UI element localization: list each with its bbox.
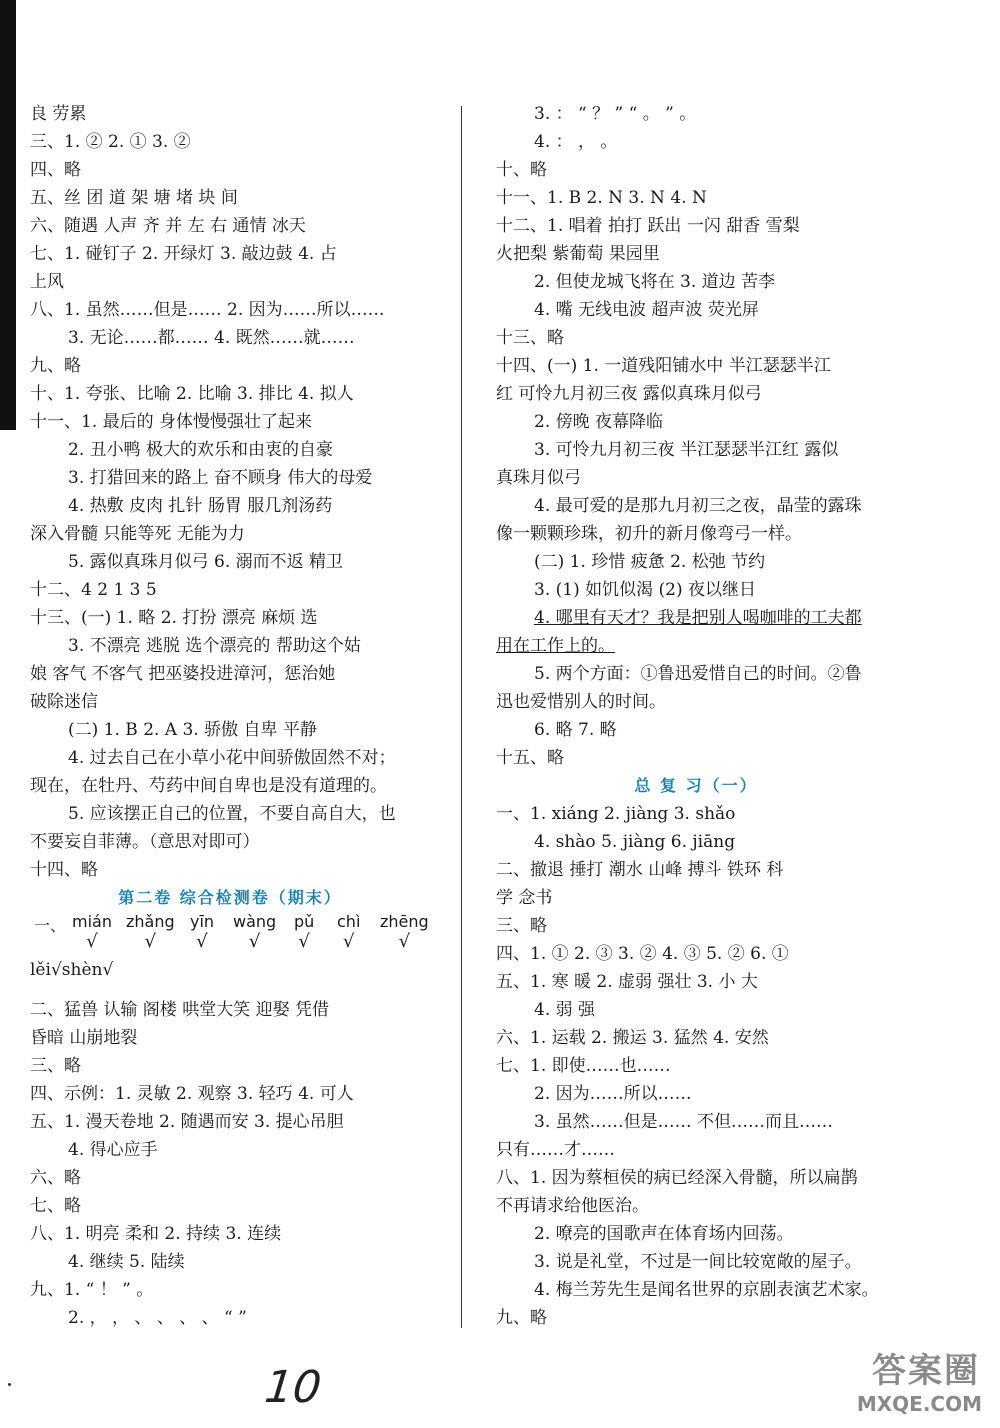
answer-line: 4. ： ， 。 bbox=[534, 132, 618, 152]
pinyin-word bbox=[126, 912, 175, 952]
answer-line: 2. 但使龙城飞将在 3. 道边 苦李 bbox=[534, 272, 776, 292]
answer-line: 十三、(一) 1. 略 2. 打扮 漂亮 麻烦 选 bbox=[30, 608, 318, 628]
check-mark: √ bbox=[342, 931, 355, 952]
answer-line: 十四、(一) 1. 一道残阳铺水中 半江瑟瑟半江 bbox=[496, 356, 831, 376]
answer-line: 十五、略 bbox=[496, 748, 564, 768]
answer-line: 昏暗 山崩地裂 bbox=[30, 1028, 138, 1048]
answer-line: 十三、略 bbox=[496, 328, 564, 348]
pinyin-word bbox=[380, 912, 429, 952]
answer-line: 只有……才…… bbox=[496, 1140, 615, 1160]
answer-line: 八、1. 因为蔡桓侯的病已经深入骨髓，所以扁鹊 bbox=[496, 1168, 858, 1188]
answer-line: (二) 1. B 2. A 3. 骄傲 自卑 平静 bbox=[68, 720, 317, 740]
answer-line: 七、1. 碰钉子 2. 开绿灯 3. 敲边鼓 4. 占 bbox=[30, 244, 337, 264]
check-mark: √ bbox=[144, 931, 157, 952]
answer-line: 4. 热敷 皮肉 扎针 肠胃 服几剂汤药 bbox=[68, 496, 333, 516]
pinyin-text: mián bbox=[72, 912, 112, 931]
answer-line: 三、1. ② 2. ① 3. ② bbox=[30, 132, 191, 152]
answer-line: (二) 1. 珍惜 疲惫 2. 松弛 节约 bbox=[534, 552, 766, 572]
answer-line: 十二、4 2 1 3 5 bbox=[30, 580, 157, 600]
answer-line: 3. 无论……都…… 4. 既然……就…… bbox=[68, 328, 355, 348]
check-mark: √ bbox=[248, 931, 261, 952]
answer-line: 用在工作上的。 bbox=[496, 636, 615, 656]
answer-line: 娘 客气 不客气 把巫婆投进漳河，惩治她 bbox=[30, 664, 336, 684]
column-divider bbox=[461, 106, 462, 1328]
answer-line: 不再请求给他医治。 bbox=[496, 1196, 649, 1216]
answer-line: 2. ， ， 、 、 、 、 “ ” bbox=[68, 1308, 247, 1328]
pinyin-text: wàng bbox=[233, 912, 277, 931]
watermark bbox=[844, 1352, 994, 1422]
answer-line: 4. 弱 强 bbox=[534, 1000, 596, 1020]
pinyin-text: pǔ bbox=[294, 912, 315, 931]
answer-line: 火把梨 紫葡萄 果园里 bbox=[496, 244, 660, 264]
answer-line: 4. 过去自己在小草小花中间骄傲固然不对； bbox=[68, 748, 396, 768]
section-title-final-exam: 第二卷 综合检测卷（期末） bbox=[118, 888, 342, 907]
pinyin-word bbox=[233, 912, 276, 952]
check-mark: √ bbox=[102, 960, 114, 980]
answer-line: 2. 嘹亮的国歌声在体育场内回荡。 bbox=[534, 1224, 794, 1244]
check-mark: √ bbox=[86, 931, 98, 952]
pinyin-text: chì bbox=[337, 912, 361, 931]
answer-line: 十一、1. 最后的 身体慢慢强壮了起来 bbox=[30, 412, 313, 432]
pinyin-row-2 bbox=[30, 956, 430, 996]
answer-line: 二、猛兽 认输 阁楼 哄堂大笑 迎娶 凭借 bbox=[30, 1000, 330, 1020]
answer-line: 4. 梅兰芳先生是闻名世界的京剧表演艺术家。 bbox=[534, 1280, 879, 1300]
answer-line: 八、1. 明亮 柔和 2. 持续 3. 连续 bbox=[30, 1224, 282, 1244]
pinyin-text: shèn bbox=[61, 960, 103, 980]
right-answers-part1 bbox=[496, 100, 896, 772]
answer-line: 学 念书 bbox=[496, 888, 553, 908]
scan-dot bbox=[8, 1383, 11, 1386]
answer-line: 四、示例：1. 灵敏 2. 观察 3. 轻巧 4. 可人 bbox=[30, 1084, 354, 1104]
answer-line: 4. 最可爱的是那九月初三之夜，晶莹的露珠 bbox=[534, 496, 862, 516]
handwritten-page-number: 10 bbox=[262, 1362, 324, 1413]
answer-line: 四、1. ① 2. ③ 3. ② 4. ③ 5. ② 6. ① bbox=[496, 944, 789, 964]
answer-line: 3. 不漂亮 逃脱 选个漂亮的 帮助这个姑 bbox=[68, 636, 361, 656]
answer-line: 红 可怜九月初三夜 露似真珠月似弓 bbox=[496, 384, 762, 404]
answer-line: 深入骨髓 只能等死 无能为力 bbox=[30, 524, 245, 544]
binding-edge bbox=[0, 0, 16, 430]
answer-line: 三、略 bbox=[30, 1056, 81, 1076]
answer-line: 八、1. 虽然……但是…… 2. 因为……所以…… bbox=[30, 300, 385, 320]
section-title-review-1: 总 复 习（一） bbox=[634, 776, 758, 795]
answer-line: 十四、略 bbox=[30, 860, 98, 880]
answer-line: 四、略 bbox=[30, 160, 81, 180]
check-mark: √ bbox=[398, 931, 411, 952]
answer-line: 4. 哪里有天才？我是把别人喝咖啡的工夫都 bbox=[534, 608, 862, 628]
answer-line: 五、1. 漫天卷地 2. 随遇而安 3. 提心吊胆 bbox=[30, 1112, 344, 1132]
answer-line: 一、1. xiáng 2. jiàng 3. shǎo bbox=[496, 804, 736, 824]
answer-line: 4. shào 5. jiàng 6. jiāng bbox=[534, 832, 736, 852]
answer-line: 九、略 bbox=[30, 356, 81, 376]
answer-line: 六、略 bbox=[30, 1168, 81, 1188]
pinyin-word bbox=[62, 960, 114, 980]
watermark-logo-text: 答案圈 bbox=[872, 1351, 980, 1391]
pinyin-prefix: 一、 bbox=[33, 916, 66, 935]
pinyin-text: zhēng bbox=[380, 912, 429, 931]
answer-line: 4. 得心应手 bbox=[68, 1140, 158, 1160]
answer-line: 二、撤退 捶打 潮水 山峰 搏斗 铁环 科 bbox=[496, 860, 784, 880]
answer-line: 良 劳累 bbox=[30, 104, 87, 124]
pinyin-text: zhǎng bbox=[126, 912, 175, 931]
pinyin-word bbox=[190, 912, 214, 952]
answer-line: 十、1. 夸张、比喻 2. 比喻 3. 排比 4. 拟人 bbox=[30, 384, 354, 404]
answer-line: 破除迷信 bbox=[30, 692, 98, 712]
answer-line: 5. 两个方面：①鲁迅爱惜自己的时间。②鲁 bbox=[534, 664, 862, 684]
pinyin-row-1 bbox=[30, 912, 430, 956]
right-answers-part2 bbox=[496, 800, 896, 1332]
answer-line: 6. 略 7. 略 bbox=[534, 720, 617, 740]
answer-line: 十一、1. B 2. N 3. N 4. N bbox=[496, 188, 707, 208]
answer-line: 五、1. 寒 暖 2. 虚弱 强壮 3. 小 大 bbox=[496, 972, 758, 992]
answer-line: 迅也爱惜别人的时间。 bbox=[496, 692, 666, 712]
pinyin-word bbox=[72, 912, 112, 952]
answer-line: 4. 继续 5. 陆续 bbox=[68, 1252, 185, 1272]
answer-line: 3. 打猎回来的路上 奋不顾身 伟大的母爱 bbox=[68, 468, 373, 488]
answer-line: 3. 说是礼堂，不过是一间比较宽敞的屋子。 bbox=[534, 1252, 862, 1272]
answer-line: 七、略 bbox=[30, 1196, 81, 1216]
answer-line: 2. 傍晚 夜幕降临 bbox=[534, 412, 664, 432]
answer-line: 3. 虽然……但是…… 不但……而且…… bbox=[534, 1112, 834, 1132]
check-mark: √ bbox=[298, 931, 310, 952]
answer-line: 现在，在牡丹、芍药中间自卑也是没有道理的。 bbox=[30, 776, 387, 796]
pinyin-text: lěi bbox=[30, 960, 51, 980]
check-mark: √ bbox=[196, 931, 208, 952]
answer-line: 不要妄自菲薄。（意思对即可） bbox=[30, 832, 260, 852]
answer-line: 真珠月似弓 bbox=[496, 468, 581, 488]
answer-line: 九、略 bbox=[496, 1308, 547, 1328]
right-column bbox=[496, 100, 896, 1332]
answer-line: 六、1. 运载 2. 搬运 3. 猛然 4. 安然 bbox=[496, 1028, 769, 1048]
pinyin-word bbox=[30, 960, 62, 980]
answer-line: 4. 嘴 无线电波 超声波 荧光屏 bbox=[534, 300, 759, 320]
answer-line: 3. (1) 如饥似渴 (2) 夜以继日 bbox=[534, 580, 756, 600]
answer-line: 十、略 bbox=[496, 160, 547, 180]
left-answers-part2 bbox=[30, 996, 430, 1332]
left-answers-part1 bbox=[30, 100, 430, 884]
answer-line: 五、丝 团 道 架 塘 堵 块 间 bbox=[30, 188, 238, 208]
answer-line: 3. ： “ ？ ” “ 。 ” 。 bbox=[534, 104, 697, 124]
answer-line: 上风 bbox=[30, 272, 64, 292]
answer-line: 2. 丑小鸭 极大的欢乐和由衷的自豪 bbox=[68, 440, 334, 460]
pinyin-word bbox=[337, 912, 360, 952]
left-column bbox=[30, 100, 430, 1332]
check-mark: √ bbox=[50, 960, 62, 980]
answer-line: 2. 因为……所以…… bbox=[534, 1084, 692, 1104]
answer-line: 5. 应该摆正自己的位置，不要自高自大，也 bbox=[68, 804, 396, 824]
watermark-url: MXQE.COM bbox=[856, 1392, 982, 1416]
answer-line: 3. 可怜九月初三夜 半江瑟瑟半江红 露似 bbox=[534, 440, 839, 460]
pinyin-word bbox=[294, 912, 314, 952]
answer-line: 十二、1. 唱着 拍打 跃出 一闪 甜香 雪梨 bbox=[496, 216, 800, 236]
answer-line: 七、1. 即使……也…… bbox=[496, 1056, 671, 1076]
answer-line: 九、1. “ ！ ” 。 bbox=[30, 1280, 154, 1300]
answer-line: 像一颗颗珍珠，初升的新月像弯弓一样。 bbox=[496, 524, 802, 544]
answer-line: 六、随遇 人声 齐 并 左 右 通情 冰天 bbox=[30, 216, 306, 236]
pinyin-text: yīn bbox=[190, 912, 215, 931]
answer-line: 5. 露似真珠月似弓 6. 溺而不返 精卫 bbox=[68, 552, 344, 572]
answer-line: 三、略 bbox=[496, 916, 547, 936]
